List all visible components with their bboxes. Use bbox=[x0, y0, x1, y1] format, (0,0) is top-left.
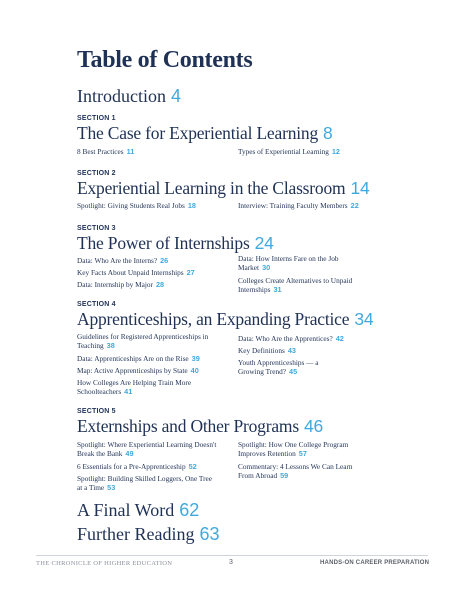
item-page-number: 52 bbox=[188, 462, 197, 471]
item-page-number: 12 bbox=[331, 147, 340, 156]
toc-item[interactable] bbox=[77, 147, 237, 156]
item-text: Key Facts About Unpaid Internships bbox=[77, 268, 184, 277]
item-text: Data: Who Are the Interns? bbox=[77, 256, 158, 265]
toc-item[interactable] bbox=[77, 256, 237, 265]
item-page-number: 28 bbox=[156, 280, 165, 289]
toc-item[interactable] bbox=[238, 276, 363, 294]
section-page-number: 34 bbox=[354, 309, 374, 329]
item-text: Colleges Create Alternatives to Unpaid Internships bbox=[238, 276, 353, 294]
section-title-text: Experiential Learning in the Classroom bbox=[77, 178, 346, 198]
section-page-number: 24 bbox=[254, 233, 274, 253]
section-title-text: The Case for Experiential Learning bbox=[77, 123, 319, 143]
section-title-text: Apprenticeships, an Expanding Practice bbox=[77, 309, 350, 329]
toc-item[interactable] bbox=[238, 254, 348, 272]
item-page-number: 22 bbox=[350, 201, 359, 210]
section-title-text: The Power of Internships bbox=[77, 233, 250, 253]
item-page-number: 41 bbox=[124, 387, 133, 396]
entry-page-number: 4 bbox=[170, 86, 181, 106]
toc-item[interactable] bbox=[77, 440, 217, 458]
item-text: Guidelines for Registered Apprenticeships in Teaching bbox=[77, 332, 209, 350]
item-page-number: 59 bbox=[280, 471, 289, 480]
toc-item[interactable] bbox=[77, 366, 237, 375]
item-text: Commentary: 4 Lessons We Can Learn From Abroad bbox=[238, 462, 353, 480]
toc-item[interactable] bbox=[77, 462, 237, 471]
item-page-number: 43 bbox=[287, 346, 296, 355]
item-text: How Colleges Are Helping Train More Schoolteachers bbox=[77, 378, 192, 396]
item-page-number: 57 bbox=[298, 449, 307, 458]
item-page-number: 42 bbox=[335, 334, 344, 343]
entry-label: Further Reading bbox=[77, 524, 195, 544]
item-text: Data: How Interns Fare on the Job Market bbox=[238, 254, 339, 272]
item-text: 8 Best Practices bbox=[77, 147, 124, 156]
item-page-number: 40 bbox=[190, 366, 199, 375]
item-page-number: 27 bbox=[186, 268, 195, 277]
entry-label: A Final Word bbox=[77, 500, 175, 520]
entry-page-number: 62 bbox=[179, 500, 200, 520]
item-page-number: 26 bbox=[160, 256, 169, 265]
toc-item[interactable] bbox=[238, 346, 398, 355]
item-page-number: 11 bbox=[126, 147, 135, 156]
footer-page-number: 3 bbox=[229, 559, 233, 566]
section-1-title[interactable] bbox=[77, 123, 333, 144]
item-page-number: 31 bbox=[273, 285, 282, 294]
item-text: Data: Internship by Major bbox=[77, 280, 153, 289]
toc-item[interactable] bbox=[77, 378, 207, 396]
item-page-number: 53 bbox=[107, 483, 116, 492]
section-page-number: 8 bbox=[323, 123, 333, 143]
section-5-label: SECTION 5 bbox=[77, 408, 116, 415]
entry-page-number: 63 bbox=[199, 524, 220, 544]
footer-report-title: HANDS-ON CAREER PREPARATION bbox=[320, 560, 430, 566]
toc-entry-introduction[interactable] bbox=[77, 86, 181, 107]
item-text: Interview: Training Faculty Members bbox=[238, 201, 348, 210]
item-text: Types of Experiential Learning bbox=[238, 147, 329, 156]
toc-item[interactable] bbox=[238, 462, 358, 480]
section-3-title[interactable] bbox=[77, 233, 274, 254]
toc-item[interactable] bbox=[238, 201, 398, 210]
section-page-number: 14 bbox=[350, 178, 370, 198]
item-text: Spotlight: Giving Students Real Jobs bbox=[77, 201, 185, 210]
item-page-number: 38 bbox=[106, 341, 115, 350]
toc-entry-final-word[interactable] bbox=[77, 500, 199, 521]
toc-item[interactable] bbox=[238, 334, 398, 343]
item-text: Data: Who Are the Apprentices? bbox=[238, 334, 333, 343]
toc-item[interactable] bbox=[77, 201, 237, 210]
section-4-title[interactable] bbox=[77, 309, 373, 330]
toc-item[interactable] bbox=[77, 474, 212, 492]
footer-divider bbox=[36, 555, 428, 556]
footer-publication: THE CHRONICLE OF HIGHER EDUCATION bbox=[36, 560, 173, 567]
item-page-number: 49 bbox=[125, 449, 134, 458]
toc-item[interactable] bbox=[77, 280, 237, 289]
item-text: Youth Apprenticeships — a Growing Trend? bbox=[238, 358, 319, 376]
item-text: Spotlight: How One College Program Improves Retention bbox=[238, 440, 349, 458]
section-1-label: SECTION 1 bbox=[77, 115, 116, 122]
toc-item[interactable] bbox=[77, 332, 217, 350]
section-2-title[interactable] bbox=[77, 178, 370, 199]
item-page-number: 45 bbox=[289, 367, 298, 376]
toc-entry-further-reading[interactable] bbox=[77, 524, 220, 545]
toc-item[interactable] bbox=[238, 440, 373, 458]
entry-label: Introduction bbox=[77, 86, 166, 106]
section-title-text: Externships and Other Programs bbox=[77, 416, 299, 436]
section-4-label: SECTION 4 bbox=[77, 301, 116, 308]
item-text: 6 Essentials for a Pre-Apprenticeship bbox=[77, 462, 186, 471]
section-2-label: SECTION 2 bbox=[77, 170, 116, 177]
section-5-title[interactable] bbox=[77, 416, 323, 437]
item-text: Key Definitions bbox=[238, 346, 285, 355]
page-title: Table of Contents bbox=[77, 47, 253, 73]
item-text: Spotlight: Where Experiential Learning Doesn't Break the Bank bbox=[77, 440, 217, 458]
item-text: Data: Apprenticeships Are on the Rise bbox=[77, 354, 189, 363]
toc-item[interactable] bbox=[77, 268, 237, 277]
section-3-label: SECTION 3 bbox=[77, 225, 116, 232]
item-page-number: 18 bbox=[187, 201, 196, 210]
toc-item[interactable] bbox=[238, 147, 398, 156]
item-page-number: 39 bbox=[191, 354, 200, 363]
toc-item[interactable] bbox=[238, 358, 323, 376]
item-page-number: 30 bbox=[262, 263, 271, 272]
item-text: Spotlight: Building Skilled Loggers, One Tree at a Time bbox=[77, 474, 212, 492]
toc-item[interactable] bbox=[77, 354, 237, 363]
item-text: Map: Active Apprenticeships by State bbox=[77, 366, 188, 375]
section-page-number: 46 bbox=[303, 416, 324, 436]
